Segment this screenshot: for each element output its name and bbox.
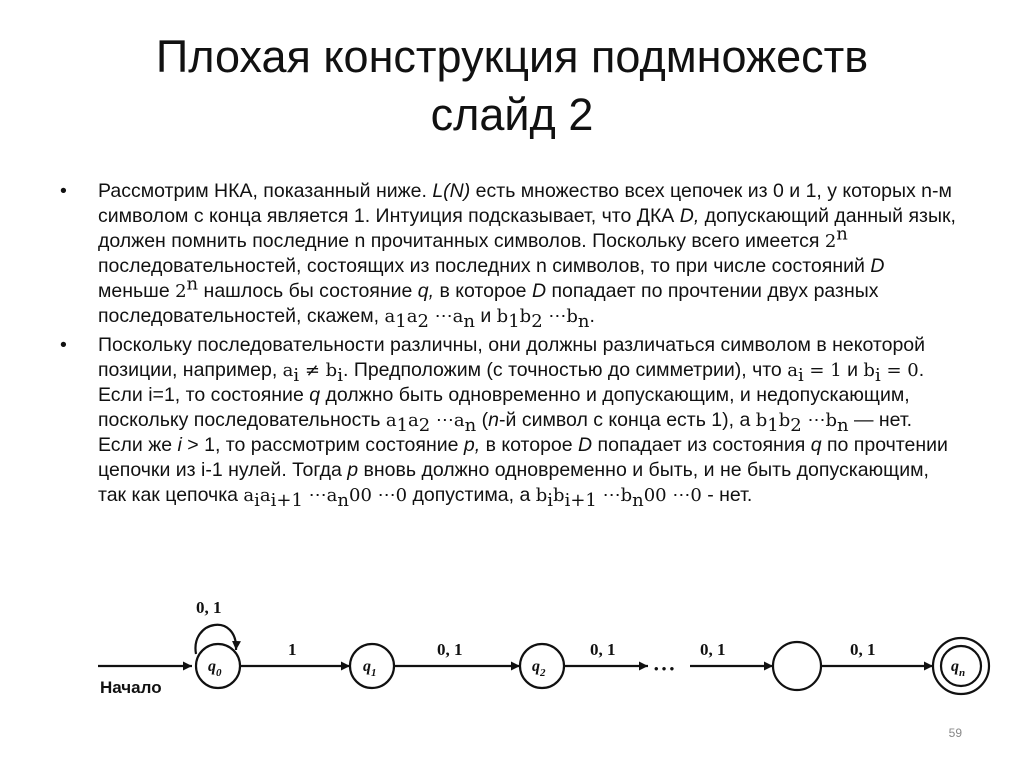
math: ⋯a: [430, 410, 465, 431]
state-q1: [350, 644, 394, 688]
text: и: [841, 359, 864, 381]
ellipsis: • • •: [654, 661, 675, 676]
math: b: [535, 485, 548, 506]
math: n: [836, 414, 849, 436]
edge-label-1: 1: [288, 640, 297, 659]
math: i: [547, 489, 554, 511]
math: b: [863, 360, 875, 381]
text: допускающий данный язык, должен помнить последние n прочитанных символов. Поскольку всего имеется: [98, 205, 956, 252]
title-line-2: слайд 2: [430, 89, 594, 140]
math: b: [519, 306, 532, 327]
state-base: q: [532, 658, 540, 675]
math: a: [408, 410, 419, 431]
math: a: [384, 306, 396, 327]
state-q2: [520, 644, 564, 688]
text: n: [488, 409, 500, 431]
math: 2: [824, 231, 837, 252]
state-sub: 1: [371, 667, 377, 679]
math: = 1: [803, 360, 842, 381]
self-loop-label: 0, 1: [196, 598, 222, 617]
math: 1: [395, 310, 407, 332]
math: = 0: [880, 360, 919, 381]
edge-label-3: 0, 1: [590, 640, 616, 659]
math: i: [337, 364, 343, 386]
state-sub: 0: [216, 667, 222, 679]
math: i: [874, 364, 881, 386]
math: a: [259, 485, 271, 506]
text: (: [476, 409, 489, 431]
text: > 1, то рассмотрим состояние: [181, 434, 464, 456]
math: a: [243, 485, 255, 506]
math: a: [385, 410, 397, 431]
state-unnamed: [773, 642, 821, 690]
bullet-dot: •: [60, 180, 67, 202]
edge-label-2: 0, 1: [437, 640, 463, 659]
edge-label-4: 0, 1: [700, 640, 726, 659]
math: b: [496, 306, 509, 327]
text: D: [578, 434, 593, 456]
math: b: [553, 485, 565, 506]
text: Поскольку последовательности различны, они должны различаться символом в некоторой позиции, например,: [98, 334, 926, 381]
text: Рассмотрим НКА, показанный ниже.: [98, 180, 433, 202]
math: a: [406, 306, 418, 327]
text: .: [589, 305, 595, 327]
math: ⋯b: [542, 306, 578, 327]
bullet-dot: •: [60, 334, 67, 356]
text: p,: [463, 434, 481, 456]
math: a: [787, 360, 798, 381]
title-line-1: Плохая конструкция подмножеств: [155, 31, 869, 82]
math: 2: [790, 414, 802, 436]
start-label: Начало: [100, 678, 162, 697]
text: меньше: [98, 280, 176, 302]
page-number: 59: [948, 726, 962, 740]
state-q1-label: [363, 658, 377, 679]
math: i+1: [564, 489, 597, 511]
state-qn-inner: [941, 646, 981, 686]
text: и: [474, 305, 497, 327]
text: q,: [417, 280, 435, 302]
text: по прочтении цепочки из i-1 нулей. Тогда: [98, 434, 948, 481]
state-base: q: [951, 658, 959, 675]
text: L(N): [432, 180, 471, 202]
math: 1: [767, 414, 779, 436]
text: — нет. Если же: [98, 409, 913, 456]
math: n: [463, 310, 475, 332]
text: p: [347, 459, 359, 481]
state-q2-label: [532, 658, 546, 679]
math: ⋯b: [801, 410, 837, 431]
text: - нет.: [701, 484, 753, 506]
math: 00 ⋯0: [643, 485, 702, 506]
text: -й символ с конца есть 1), а: [499, 409, 756, 431]
text: вновь должно одновременно и быть, и не быть допускающим, так как цепочка: [98, 459, 929, 506]
math: ≠ b: [299, 360, 338, 381]
text: D,: [679, 205, 700, 227]
math: i: [293, 364, 300, 386]
math: n: [464, 414, 477, 436]
state-base: q: [363, 658, 371, 675]
math: n: [632, 489, 644, 511]
math: b: [778, 410, 791, 431]
state-q0: [196, 644, 240, 688]
math: n: [577, 310, 590, 332]
state-q0-label: [208, 658, 222, 679]
text: последовательностей, состоящих из последних n символов, то при числе состояний: [98, 255, 871, 277]
math: 2: [175, 281, 187, 302]
math: n: [337, 489, 349, 511]
math: 2: [417, 310, 429, 332]
text: должно быть одновременно и допускающим, и недопускающим, поскольку последовательность: [98, 384, 910, 431]
math: ⋯a: [428, 306, 464, 327]
edge-label-5: 0, 1: [850, 640, 876, 659]
state-base: q: [208, 658, 216, 675]
math: 2: [531, 310, 543, 332]
math: i: [797, 364, 804, 386]
math: n: [186, 273, 199, 295]
self-loop: [195, 625, 236, 654]
text: в которое: [480, 434, 579, 456]
state-qn-label: [951, 658, 965, 679]
math: 00 ⋯0: [349, 485, 408, 506]
text: . Предположим (с точностью до симметрии), что: [342, 359, 788, 381]
math: 1: [508, 310, 520, 332]
math: ⋯a: [302, 485, 338, 506]
text: допустима, а: [407, 484, 536, 506]
state-sub: 2: [540, 667, 546, 679]
text: попадает по прочтении двух разных последовательностей, скажем,: [98, 280, 879, 327]
text: q: [810, 434, 822, 456]
text: в которое: [434, 280, 532, 302]
math: 1: [396, 414, 409, 436]
text: есть множество всех цепочек из 0 и 1, у которых n-м символом с конца является 1. Интуиция подсказывает, что ДКА: [98, 180, 952, 227]
math: b: [755, 410, 768, 431]
text: D: [870, 255, 885, 277]
text: нашлось бы состояние: [198, 280, 418, 302]
state-sub: n: [959, 667, 966, 679]
text: D: [531, 280, 547, 302]
text: попадает из состояния: [592, 434, 811, 456]
text: q: [309, 384, 321, 406]
math: ⋯b: [596, 485, 633, 506]
math: i: [254, 489, 260, 511]
text: i: [177, 434, 182, 456]
math: i+1: [270, 489, 303, 511]
math: n: [836, 223, 848, 245]
text: . Если i=1, то состояние: [98, 359, 925, 406]
math: 2: [418, 414, 431, 436]
math: a: [282, 360, 294, 381]
